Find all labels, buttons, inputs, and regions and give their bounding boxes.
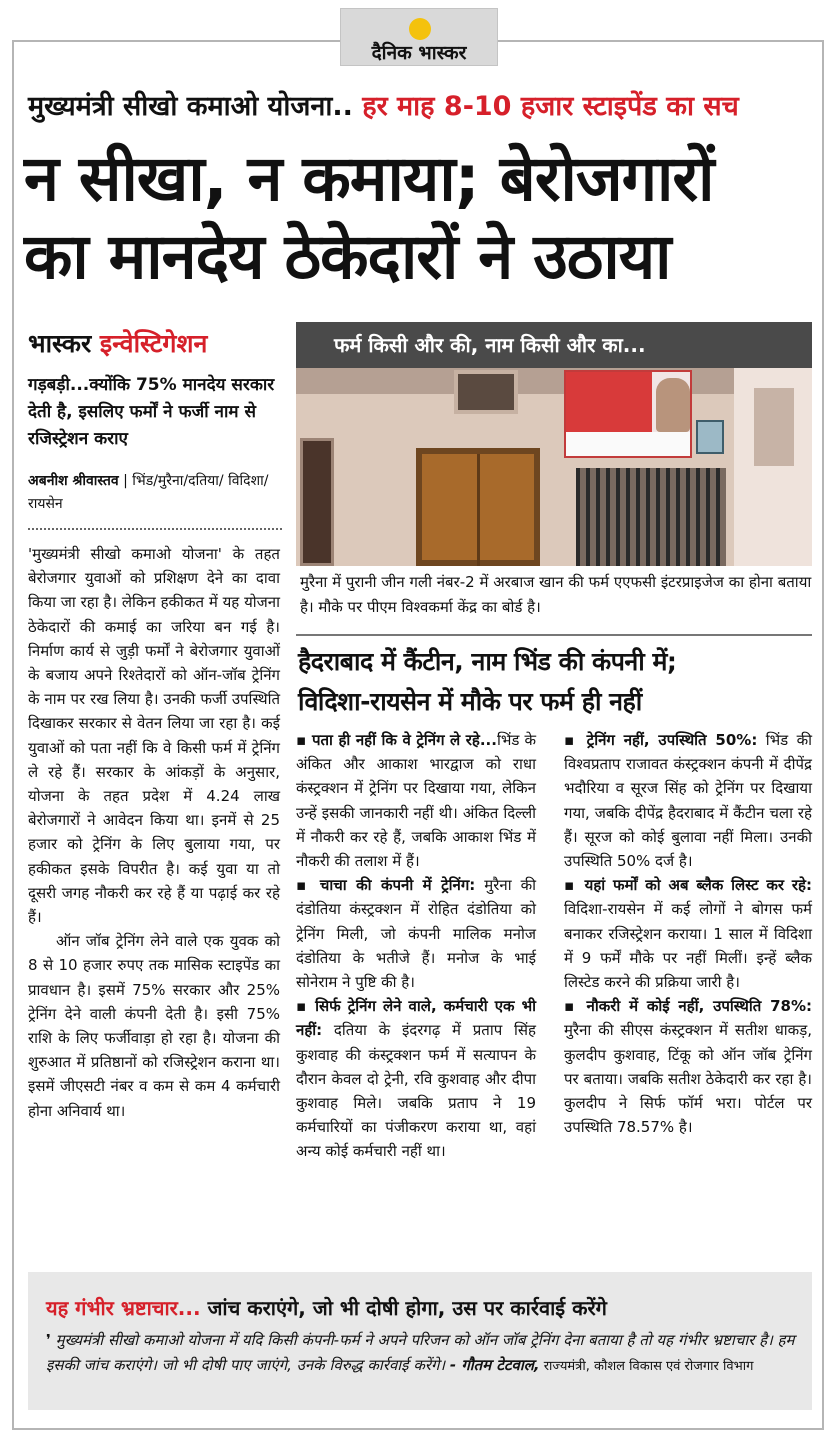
quote-speaker: - गौतम टेटवाल,	[449, 1356, 540, 1374]
main-headline	[24, 140, 814, 296]
masthead-name: दैनिक भास्कर	[371, 42, 467, 64]
quote-headline-rest: जांच कराएंगे, जो भी दोषी होगा, उस पर कार्रवाई करेंगे	[200, 1296, 607, 1320]
article-column-2	[296, 728, 536, 1164]
subhead-line1: हैदराबाद में कैंटीन, नाम भिंड की कंपनी में;	[298, 647, 677, 676]
headline-line2: का मानदेय ठेकेदारों ने उठाया	[24, 220, 671, 293]
column1-paragraph: ऑन जॉब ट्रेनिंग लेने वाले एक युवक को 8 से 10 हजार रुपए तक मासिक स्टाइपेंड का प्रावधान है। इसमें 75% सरकार और 25% ट्रेनिंग देने वाली कंपनी देती है। इसी 75% राशि के लिए फर्जीवाड़ा हो रहा है। योजना की शुरुआत में प्रतिष्ठानों को रजिस्ट्रेशन कराना था। इसमें जीएसटी नंबर व कम से कम 4 कर्मचारी होना अनिवार्य था।	[28, 932, 280, 1120]
quote-speaker-role: राज्यमंत्री, कौशल विकास एवं रोजगार विभाग	[539, 1359, 754, 1374]
photo-banner: फर्म किसी और की, नाम किसी और का...	[296, 322, 812, 368]
kicker-part1: मुख्यमंत्री सीखो कमाओ योजना..	[28, 91, 353, 122]
news-photo	[296, 368, 812, 566]
section-label-part2: इन्वेस्टिगेशन	[99, 329, 208, 358]
sun-icon	[409, 18, 431, 40]
kicker-part2: हर माह 8-10 हजार स्टाइपेंड का सच	[362, 91, 739, 122]
subhead-line2: विदिशा-रायसेन में मौके पर फर्म ही नहीं	[298, 687, 642, 716]
door-graphic	[416, 448, 540, 566]
article-column-1	[28, 542, 280, 1123]
deck-summary: गड़बड़ी...क्योंकि 75% मानदेय सरकार देती है, इसलिए फर्मों ने फर्जी नाम से रजिस्ट्रेशन कराए	[28, 375, 275, 449]
signboard-graphic	[564, 370, 692, 458]
section-label-part1: भास्कर	[28, 329, 92, 358]
bullet-item: ▪ ट्रेनिंग नहीं, उपस्थिति 50%: भिंड की विश्वप्रताप राजावत कंस्ट्रक्शन कंपनी में दीपेंद्र भदौरिया व सूरज सिंह को ट्रेनिंग पर दिखाया गया, जबकि दीपेंद्र हैदराबाद में कैंटीन चला रहे हैं। सूरज को कोई बुलावा नहीं मिला। उनकी उपस्थिति 50% दर्ज है।	[564, 731, 812, 871]
meter-box-graphic	[696, 420, 724, 454]
quote-headline-red: यह गंभीर भ्रष्टाचार...	[46, 1296, 201, 1320]
quote-headline	[46, 1294, 806, 1321]
bullet-item: ▪ सिर्फ ट्रेनिंग लेने वाले, कर्मचारी एक भी नहीं: दतिया के इंदरगढ़ में प्रताप सिंह कुशवाह की कंस्ट्रक्शन फर्म में सत्यापन के दौरान केवल दो ट्रेनी, रवि कुशवाह और दीपा कुशवाह मिले। जबकि प्रताप ने 19 कर्मचारियों का पंजीकरण कराया था, वहां अन्य कोई कर्मचारी नहीं था।	[296, 997, 536, 1161]
byline-author: अबनीश श्रीवास्तव	[28, 473, 119, 489]
subheadline	[298, 642, 814, 722]
bullet-item: ▪ पता ही नहीं कि वे ट्रेनिंग ले रहे...भिंड के अंकित और आकाश भारद्वाज को राधा कंस्ट्रक्शन में ट्रेनिंग पर दिखाया गया, लेकिन उन्हें इसकी जानकारी नहीं थी। अंकित दिल्ली में नौकरी कर रहे हैं, जबकि आकाश भिंड में नौकरी की तलाश में हैं।	[296, 731, 536, 871]
article-column-3	[564, 728, 812, 1139]
column1-paragraph: 'मुख्यमंत्री सीखो कमाओ योजना' के तहत बेरोजगार युवाओं को प्रशिक्षण देने का दावा किया जा रहा है। लेकिन हकीकत में यह योजना ठेकेदारों की कमाई का जरिया बन गई है। निर्माण कार्य से जुड़ी फर्मों ने बेरोजगार युवाओं के बजाय अपने रिश्तेदारों को ऑन-जॉब ट्रेनिंग के नाम पर रख लिया है। उनकी फर्जी उपस्थिति दिखाकर सरकार से वेतन लिया जा रहा है। कई युवाओं को पता नहीं कि वे किसी फर्म में ट्रेनिंग ले रहे हैं। सरकार के आंकड़ों के अनुसार, योजना के तहत प्रदेश में 4.24 लाख बेरोजगारों ने आवेदन किया था। इनमें से 25 हजार को ट्रेनिंग के लिए बुलाया गया, पर हकीकत इसके विपरीत है। कई युवा या तो दूसरी जगह नौकरी कर रहे हैं या पढ़ाई कर रहे हैं।	[28, 545, 280, 927]
dotted-divider	[28, 528, 282, 530]
bullet-item: ▪ चाचा की कंपनी में ट्रेनिंग: मुरैना की दंडोतिया कंस्ट्रक्शन में रोहित दंडोतिया को ट्रेनिंग मिली, जो कंपनी मालिक मनोज दंडोतिया के भतीजे हैं। मनोज के भाई सोनेराम ने पुष्टि की है।	[296, 876, 537, 992]
bullet-item: ▪ नौकरी में कोई नहीं, उपस्थिति 78%: मुरैना की सीएस कंस्ट्रक्शन में सतीश धाकड़, कुलदीप कुशवाह, टिंकू को ऑन जॉब ट्रेनिंग पर बताया। जबकि सतीश ठेकेदारी कर रहा है। कुलदीप ने सिर्फ फॉर्म भरा। पोर्टल पर उपस्थिति 78.57% है।	[564, 997, 812, 1137]
bullet-item: ▪ यहां फर्मों को अब ब्लैक लिस्ट कर रहे: विदिशा-रायसेन में कई लोगों ने बोगस फर्म बनाकर रजिस्ट्रेशन कराया। 1 साल में विदिशा में 9 फर्में मौके पर नहीं मिलीं। इन्हें ब्लैक लिस्टेड करने की प्रक्रिया जारी है।	[564, 876, 812, 992]
quote-body	[46, 1328, 800, 1379]
photo-caption: मुरैना में पुरानी जीन गली नंबर-2 में अरबाज खान की फर्म एएफसी इंटरप्राइजेज का होना बताया है। मौके पर पीएम विश्वकर्मा केंद्र का बोर्ड है।	[300, 573, 812, 616]
byline-places: | भिंड/मुरैना/दतिया/ विदिशा/रायसेन	[28, 473, 269, 512]
headline-line1: न सीखा, न कमाया; बेरोजगारों	[24, 142, 714, 215]
quote-mark-icon: ❜	[46, 1331, 51, 1349]
kicker	[28, 86, 818, 123]
shutter-graphic	[576, 468, 726, 566]
section-divider	[296, 634, 812, 636]
masthead-logo	[340, 8, 498, 66]
quote-text: मुख्यमंत्री सीखो कमाओ योजना में यदि किसी कंपनी-फर्म ने अपने परिजन को ऑन जॉब ट्रेनिंग देना बताया है तो यह गंभीर भ्रष्टाचार है। हम इसकी जांच कराएंगे। जो भी दोषी पाए जाएंगे, उनके विरुद्ध कार्रवाई करेंगे।	[46, 1331, 795, 1374]
section-label	[28, 326, 207, 360]
byline	[28, 470, 278, 516]
